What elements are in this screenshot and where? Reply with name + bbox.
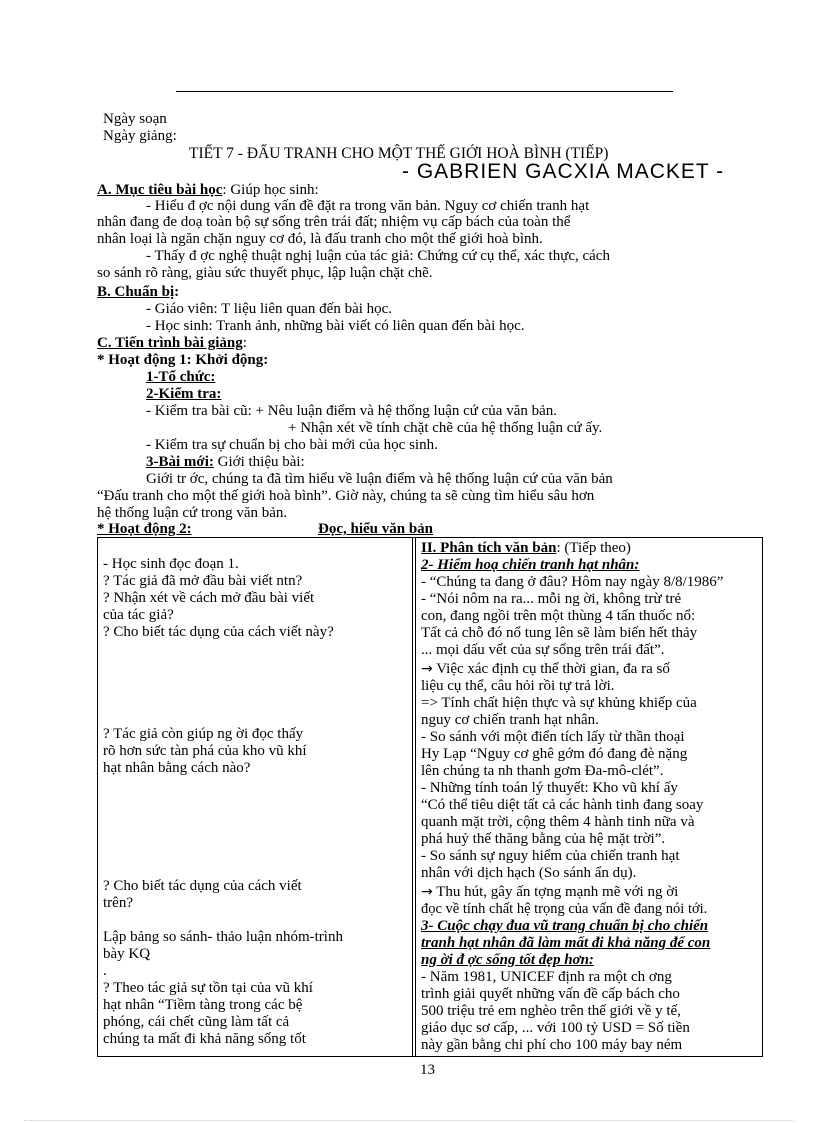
to-chuc-label: 1-Tổ chức:	[146, 369, 216, 385]
right-col-line: giáo dục sơ cấp, ... với 100 tỷ USD = Số tiền	[421, 1020, 690, 1036]
right-col-line: đọc về tính chất hệ trọng của vấn đề đang nói tới.	[421, 901, 708, 917]
right-col-line: lên chúng ta nh thanh gơm Đa-mô-clét”.	[421, 763, 664, 779]
section-a-heading: A. Mục tiêu bài học	[97, 182, 223, 198]
right-col-line: Tất cả chỗ đó nổ tung lên sẽ làm biến hết thảy	[421, 625, 698, 641]
bai-moi-line: 3-Bài mới: Giới thiệu bài:	[146, 454, 305, 470]
left-col-line: rõ hơn sức tàn phá của kho vũ khí	[103, 743, 307, 759]
left-col-line: hạt nhân “Tiềm tàng trong các bệ	[103, 997, 303, 1013]
left-col-line: ? Theo tác giả sự tồn tại của vũ khí	[103, 980, 313, 996]
right-col-line: - “Chúng ta đang ở đâu? Hôm nay ngày 8/8/1986”	[421, 574, 724, 590]
author-name: - GABRIEN GACXIA MACKET -	[402, 160, 725, 183]
right-col-line: - So sánh với một điển tích lấy từ thần thoại	[421, 729, 685, 745]
subheading-2: 2- Hiểm hoạ chiến tranh hạt nhân:	[421, 557, 640, 573]
left-col-line: ? Nhận xét về cách mở đầu bài viết	[103, 590, 315, 606]
right-col-line: - Năm 1981, UNICEF định ra một ch ơng	[421, 969, 672, 985]
right-col-line: Hy Lạp “Nguy cơ ghê gớm đó đang đè nặng	[421, 746, 688, 762]
section-a-heading-line	[97, 182, 319, 198]
left-col-line: của tác giả?	[103, 607, 174, 623]
section-a-intro: : Giúp học sinh:	[222, 182, 319, 198]
right-col-line: quanh mặt trời, cộng thêm 4 hành tinh nữa và	[421, 814, 695, 830]
right-col-line: phá huỷ thế thăng bằng của hệ mặt trời”.	[421, 831, 666, 847]
subheading-3: tranh hạt nhân đã làm mất đi khả năng để con	[421, 935, 711, 951]
kiem-tra-line: + Nhận xét về tính chặt chẽ của hệ thống luận cứ ấy.	[288, 420, 603, 436]
right-col-line: 500 triệu trẻ em nghèo trên thế giới về y tế,	[421, 1003, 681, 1019]
intro-line: hệ thống luận cứ trong văn bản.	[97, 505, 288, 521]
left-col-line: - Học sinh đọc đoạn 1.	[103, 556, 239, 572]
section-b-line: - Học sinh: Tranh ảnh, những bài viết có liên quan đến bài học.	[146, 318, 525, 334]
kiem-tra-line: - Kiểm tra bài cũ: + Nêu luận điểm và hệ thống luận cứ của văn bản.	[146, 403, 558, 419]
analysis-heading: II. Phân tích văn bản	[421, 540, 557, 556]
right-col-line: trình giải quyết những vấn đề cấp bách cho	[421, 986, 680, 1002]
ngay-soan-label: Ngày soạn	[103, 111, 167, 127]
subheading-3: 3- Cuộc chạy đua vũ trang chuẩn bị cho chiến	[421, 918, 709, 934]
left-col-line: ? Cho biết tác dụng của cách viết này?	[103, 624, 334, 640]
left-col-line: ? Tác giả còn giúp ng ời đọc thấy	[103, 726, 304, 742]
activity-2-title: Đọc, hiểu văn bản	[318, 521, 434, 537]
left-col-line: trên?	[103, 895, 133, 911]
right-col-line: - So sánh sự nguy hiểm của chiến tranh hạt	[421, 848, 680, 864]
intro-line: “Đấu tranh cho một thế giới hoà bình”. Giờ này, chúng ta sẽ cùng tìm hiểu sâu hơn	[97, 488, 595, 504]
table-divider	[415, 537, 416, 1056]
section-a-line: nhân đang đe doạ toàn bộ sự sống trên trái đất; nhiệm vụ cấp bách của toàn thể	[97, 214, 571, 230]
kiem-tra-line: - Kiểm tra sự chuẩn bị cho bài mới của học sinh.	[146, 437, 438, 453]
left-col-line: Lập bảng so sánh- thảo luận nhóm-trình	[103, 929, 343, 945]
page-bottom-edge	[24, 1120, 794, 1121]
section-a-line: - Hiểu đ ợc nội dung vấn đề đặt ra trong văn bản. Nguy cơ chiến tranh hạt	[146, 198, 590, 214]
kiem-tra-label: 2-Kiểm tra:	[146, 386, 222, 402]
left-col-line: .	[103, 963, 107, 979]
arrow-icon: →	[421, 884, 433, 900]
right-col-line: “Có thể tiêu diệt tất cả các hành tinh đang soay	[421, 797, 704, 813]
activity-1-heading: * Hoạt động 1: Khởi động:	[97, 352, 269, 368]
page-number: 13	[420, 1062, 435, 1078]
section-a-line: so sánh rõ ràng, giàu sức thuyết phục, lập luận chặt chẽ.	[97, 265, 433, 281]
section-c-heading-line: C. Tiến trình bài giảng:	[97, 335, 247, 351]
section-a-line: nhân loại là ngăn chặn nguy cơ đó, là đấu tranh cho một thế giới hoà bình.	[97, 231, 543, 247]
section-b-line: - Giáo viên: T liệu liên quan đến bài học.	[146, 301, 393, 317]
right-col-line: => Tính chất hiện thực và sự khủng khiếp của	[421, 695, 697, 711]
right-col-line: → Thu hút, gây ấn tợng mạnh mẽ với ng ời	[421, 884, 679, 900]
table-divider	[412, 537, 413, 1056]
left-col-line: phóng, cái chết cũng làm tất cả	[103, 1014, 290, 1030]
right-col-line: → Việc xác định cụ thể thời gian, đa ra số	[421, 661, 670, 677]
left-col-line: ? Tác giả đã mở đầu bài viết ntn?	[103, 573, 303, 589]
header-rule	[176, 91, 673, 92]
left-col-line: chúng ta mất đi khả năng sống tốt	[103, 1031, 306, 1047]
right-col-line: con, đang ngồi trên một thùng 4 tấn thuốc nổ:	[421, 608, 696, 624]
bai-moi-label: 3-Bài mới:	[146, 454, 214, 470]
left-col-line: ? Cho biết tác dụng của cách viết	[103, 878, 302, 894]
right-col-heading-line: II. Phân tích văn bản: (Tiếp theo)	[421, 540, 631, 556]
right-col-line: nhân với dịch hạch (So sánh ẩn dụ).	[421, 865, 637, 881]
intro-line: Giới tr ớc, chúng ta đã tìm hiểu về luận điểm và hệ thống luận cứ của văn bản	[146, 471, 613, 487]
section-a-line: - Thấy đ ợc nghệ thuật nghị luận của tác giả: Chứng cứ cụ thể, xác thực, cách	[146, 248, 610, 264]
right-col-line: này gần bằng chi phí cho 100 máy bay ném	[421, 1037, 683, 1053]
section-b-heading-line: B. Chuẩn bị:	[97, 284, 180, 300]
left-col-line: bày KQ	[103, 946, 151, 962]
right-col-line: - “Nói nôm na ra... mỗi ng ời, không trừ trẻ	[421, 591, 682, 607]
right-col-line: nguy cơ chiến tranh hạt nhân.	[421, 712, 599, 728]
lesson-title: TIẾT 7 - ĐẤU TRANH CHO MỘT THẾ GIỚI HOÀ BÌNH (TIẾP)	[189, 145, 609, 162]
section-b-heading: B. Chuẩn bị	[97, 284, 175, 300]
right-col-line: liệu cụ thể, câu hỏi rồi tự trả lời.	[421, 678, 615, 694]
right-col-line: ... mọi dấu vết của sự sống trên trái đất”.	[421, 642, 665, 658]
subheading-3: ng ời đ ợc sống tốt đẹp hơn:	[421, 952, 594, 968]
ngay-giang-label: Ngày giảng:	[103, 128, 177, 144]
right-col-line: - Những tính toán lý thuyết: Kho vũ khí ấy	[421, 780, 678, 796]
activity-2-heading: * Hoạt động 2:	[97, 521, 192, 537]
section-c-heading: C. Tiến trình bài giảng	[97, 335, 243, 351]
arrow-icon: →	[421, 661, 433, 677]
left-col-line: hạt nhân bằng cách nào?	[103, 760, 251, 776]
